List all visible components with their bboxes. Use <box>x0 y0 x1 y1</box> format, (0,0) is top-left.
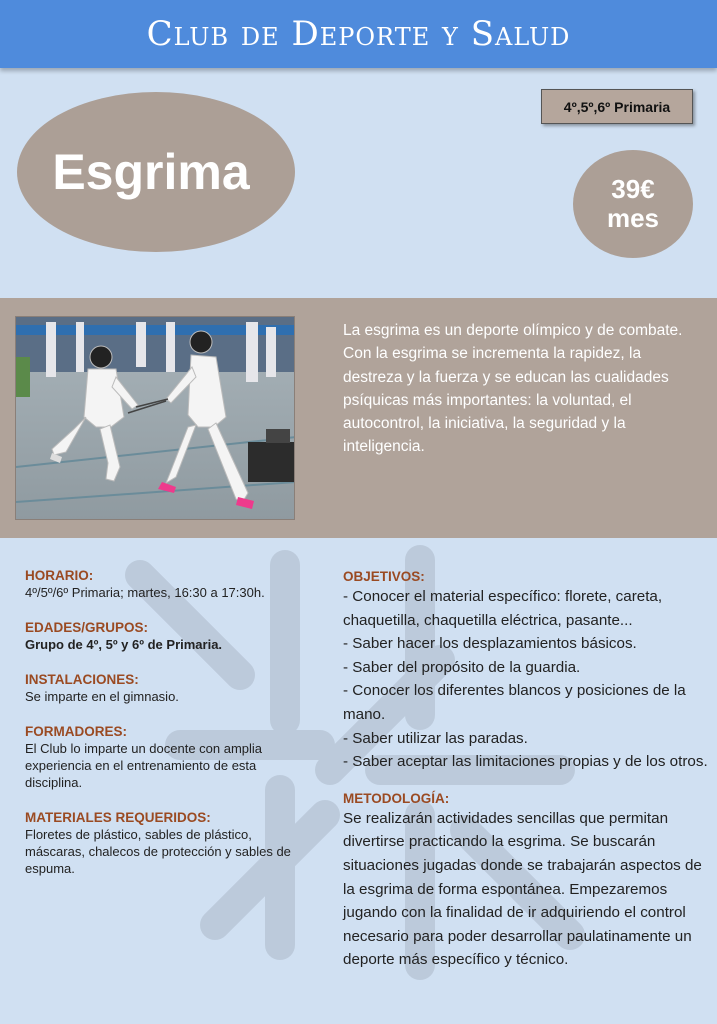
materiales-section <box>25 810 315 877</box>
intro-text: La esgrima es un deporte olímpico y de combate. Con la esgrima se incrementa la rapidez, la destreza y la fuerza y se educan las cualidades psíquicas más importantes: la voluntad, el autocontrol, la iniciativa, la seguridad y la inteligencia. <box>343 322 683 456</box>
grade-badge: 4º,5º,6º Primaria <box>541 89 693 124</box>
details-left-column <box>25 568 315 896</box>
materiales-text: Floretes de plástico, sables de plástico, máscaras, chalecos de protección y sables de espuma. <box>25 827 291 876</box>
page-header <box>0 0 717 68</box>
objetivo-item: - Conocer el material específico: florete, careta, chaquetilla, chaquetilla eléctrica, pasante... <box>343 588 663 629</box>
fencing-photo <box>15 316 295 520</box>
price-circle <box>573 150 693 258</box>
horario-text: 4º/5º/6º Primaria; martes, 16:30 a 17:30h. <box>25 585 265 600</box>
formadores-heading: FORMADORES: <box>25 724 127 739</box>
horario-heading: HORARIO: <box>25 568 94 583</box>
activity-title-oval <box>17 92 295 252</box>
objetivos-heading: OBJETIVOS: <box>343 569 425 584</box>
price-amount: 39€ <box>611 174 655 204</box>
metodologia-text: Se realizarán actividades sencillas que permitan divertirse practicando la esgrima. Se buscarán situaciones jugadas donde se trabajarán aspectos de la esgrima de forma espontánea. Empezaremos jugando con la finalidad de ir adquiriendo el control necesario para poder desarrollar paulatinamente un deporte más específico y técnico. <box>343 809 702 969</box>
objetivo-item: - Saber aceptar las limitaciones propias y de los otros. <box>343 753 708 771</box>
edades-section <box>25 620 315 653</box>
materiales-heading: MATERIALES REQUERIDOS: <box>25 810 211 825</box>
objetivo-item: - Saber del propósito de la guardia. <box>343 658 581 676</box>
edades-text: Grupo de 4º, 5º y 6º de Primaria. <box>25 637 223 652</box>
details-right-column <box>343 568 711 972</box>
instalaciones-heading: INSTALACIONES: <box>25 672 139 687</box>
edades-heading: EDADES/GRUPOS: <box>25 620 149 635</box>
price-period: mes <box>606 203 660 233</box>
formadores-section <box>25 724 315 791</box>
formadores-text: El Club lo imparte un docente con amplia experiencia en el entrenamiento de esta disciplina. <box>25 741 263 790</box>
objetivo-item: - Conocer los diferentes blancos y posiciones de la mano. <box>343 682 686 723</box>
activity-title: Esgrima <box>52 144 250 200</box>
objetivos-list <box>343 585 711 774</box>
instalaciones-section <box>25 672 315 705</box>
club-title: Club de Deporte y Salud <box>146 14 571 54</box>
objetivo-item: - Saber utilizar las paradas. <box>343 729 528 747</box>
objetivo-item: - Saber hacer los desplazamientos básicos. <box>343 635 637 653</box>
instalaciones-text: Se imparte en el gimnasio. <box>25 689 179 704</box>
horario-section <box>25 568 315 601</box>
two-fencers-icon <box>16 317 295 520</box>
metodologia-heading: METODOLOGÍA: <box>343 790 450 806</box>
